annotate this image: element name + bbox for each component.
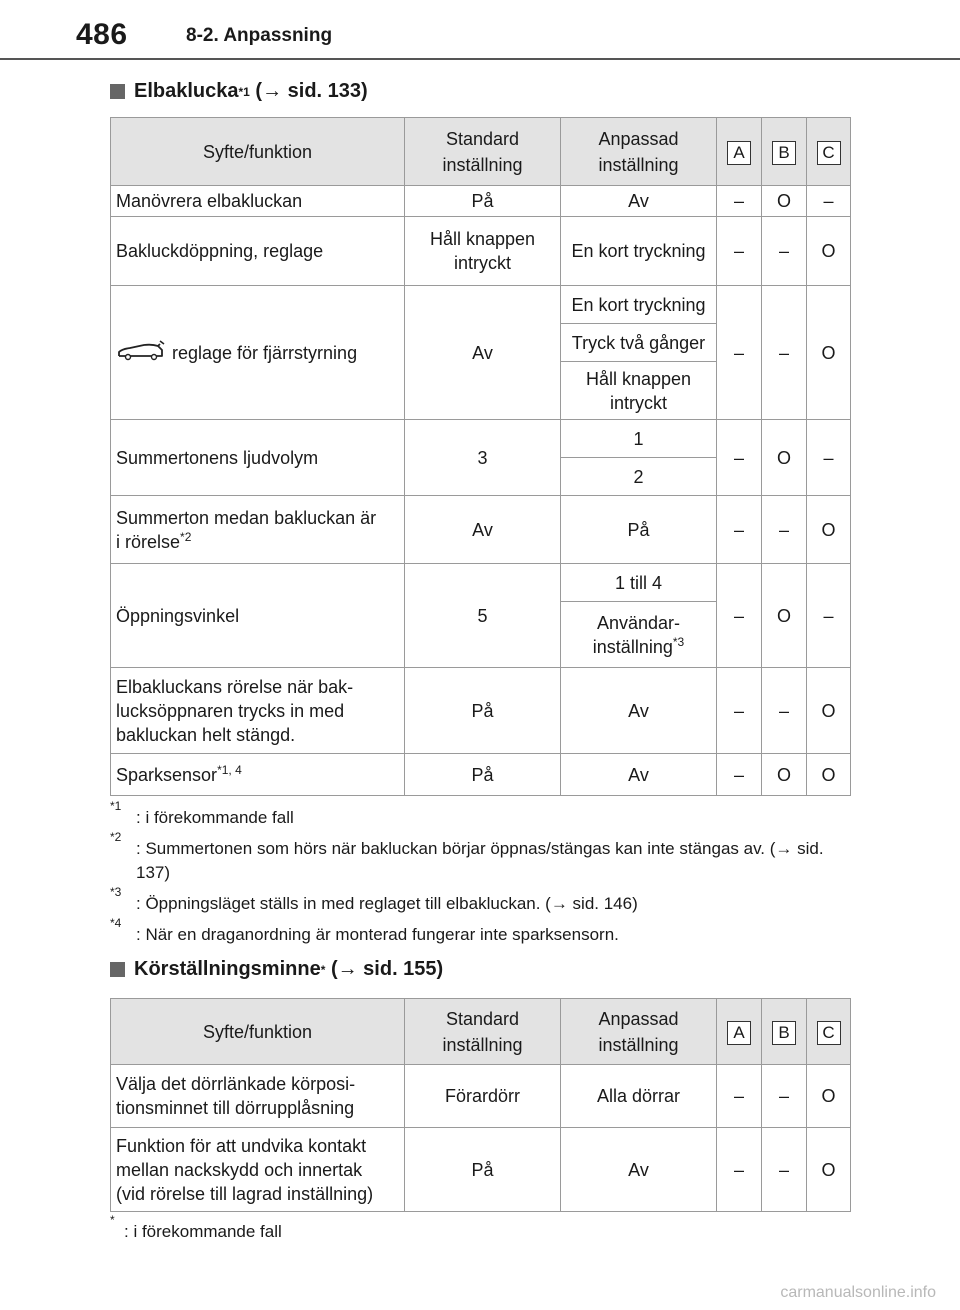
table-row: Öppningsvinkel 5 1 till 4 – O – bbox=[111, 564, 851, 602]
col-header-custom: Anpassad inställning bbox=[561, 118, 717, 186]
page-reference-link[interactable]: sid. 133) bbox=[287, 80, 368, 102]
footnotes-korstallningsminne bbox=[110, 1213, 850, 1251]
table-row: Välja det dörrlänkade körposi- tionsminnet till dörrupplåsning Förardörr Alla dörrar – – O bbox=[111, 1065, 851, 1128]
page-number: 486 bbox=[76, 18, 128, 51]
col-header-custom: Anpassad inställning bbox=[561, 999, 717, 1065]
footnotes-elbaklucka bbox=[110, 799, 850, 954]
table-row: Manövrera elbakluckan På Av – O – bbox=[111, 186, 851, 217]
col-header-b: B bbox=[762, 999, 807, 1065]
col-header-function: Syfte/funktion bbox=[111, 999, 405, 1065]
col-header-default: Standard inställning bbox=[405, 999, 561, 1065]
chapter-title: 8-2. Anpassning bbox=[186, 25, 333, 46]
header-rule bbox=[0, 58, 960, 60]
watermark: carmanualsonline.info bbox=[780, 1284, 936, 1301]
table-header-row bbox=[111, 118, 851, 186]
page-header bbox=[0, 0, 960, 62]
arrow-right-icon: → bbox=[337, 958, 358, 980]
table-row: 2 bbox=[111, 458, 851, 496]
footnote: * : i förekommande fall bbox=[110, 1213, 282, 1241]
page-reference-link[interactable]: sid. 155) bbox=[363, 958, 444, 980]
table-row: Tryck två gånger bbox=[111, 324, 851, 362]
footnote: *4 : När en draganordning är monterad fungerar inte sparksensorn. bbox=[110, 916, 619, 944]
col-header-c: C bbox=[807, 118, 851, 186]
table-row: Summertonens ljudvolym 3 1 – O – bbox=[111, 420, 851, 458]
arrow-right-icon: → bbox=[262, 80, 283, 102]
footnote: *3 : Öppningsläget ställs in med reglaget till elbakluckan. (→ sid. 146) bbox=[110, 885, 638, 913]
settings-table-korstallningsminne bbox=[110, 998, 851, 1212]
footnote: *1 : i förekommande fall bbox=[110, 799, 294, 827]
col-header-a: A bbox=[717, 118, 762, 186]
table-row: Elbakluckans rörelse när bak- lucksöppnaren trycks in med bakluckan helt stängd. På Av – – O bbox=[111, 668, 851, 754]
table-row: Summerton medan bakluckan är i rörelse$^{*2}$ Av På – – O bbox=[111, 496, 851, 564]
table-row: Sparksensor$^{*1, 4}$ På Av – O O bbox=[111, 754, 851, 796]
col-header-b: B bbox=[762, 118, 807, 186]
settings-table-elbaklucka bbox=[110, 117, 851, 796]
footnote: *2 : Summertonen som hörs när bakluckan börjar öppnas/stängas kan inte stängas av. (→ sid. 137) bbox=[110, 830, 824, 882]
section-title-korstallningsminne: Körställningsminne * ( → sid. 155) bbox=[110, 958, 443, 981]
table-row: Funktion för att undvika kontakt mellan nackskydd och innertak (vid rörelse till lagrad inställning) På Av – – O bbox=[111, 1128, 851, 1212]
col-header-a: A bbox=[717, 999, 762, 1065]
col-header-default: Standard inställning bbox=[405, 118, 561, 186]
table-row: Användar- inställning$^{*3}$ bbox=[111, 602, 851, 668]
table-row: Bakluckdöppning, reglage Håll knappen intryckt En kort tryckning – – O bbox=[111, 217, 851, 286]
col-header-c: C bbox=[807, 999, 851, 1065]
col-header-function: Syfte/funktion bbox=[111, 118, 405, 186]
table-row: Håll knappen intryckt bbox=[111, 362, 851, 420]
section-bullet-icon bbox=[110, 84, 125, 99]
car-tailgate-icon bbox=[116, 340, 166, 362]
table-row: reglage för fjärrstyrning Av En kort tryckning – – O bbox=[111, 286, 851, 324]
section-title-elbaklucka: Elbaklucka *1 ( → sid. 133) bbox=[110, 80, 368, 103]
table-header-row bbox=[111, 999, 851, 1065]
section-bullet-icon bbox=[110, 962, 125, 977]
